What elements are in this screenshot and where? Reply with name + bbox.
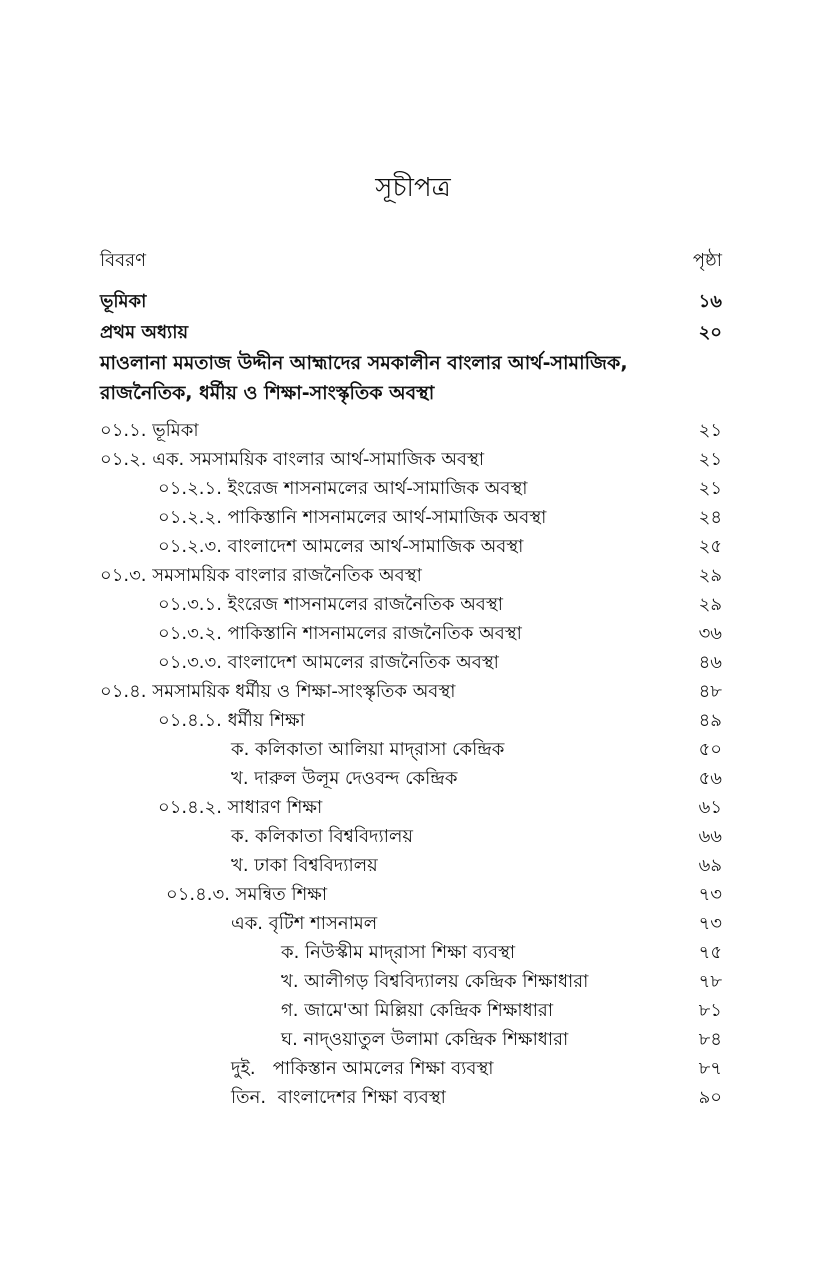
- toc-entry-label: ০১.৪. সমসাময়িক ধর্মীয় ও শিক্ষা-সাংস্কৃতিক অবস্থা: [100, 681, 456, 702]
- toc-entry-label: ০১.৩.১. ইংরেজ শাসনামলের রাজনৈতিক অবস্থা: [158, 594, 503, 615]
- toc-entry: [100, 822, 722, 851]
- toc-entry: [100, 1054, 722, 1083]
- toc-entry-page: ৯০: [698, 1087, 722, 1108]
- toc-entry: [100, 938, 722, 967]
- toc-entry-label: ঘ. নাদ্‌ওয়াতুল উলামা কেন্দ্রিক শিক্ষাধারা: [281, 1029, 569, 1050]
- toc-entry-page: ৭৩: [698, 913, 722, 934]
- toc-entry: [100, 416, 722, 445]
- toc-entry: [100, 1083, 722, 1112]
- toc-entry-page: ৭৮: [698, 971, 722, 992]
- toc-entry: [100, 764, 722, 793]
- toc-entry: [100, 590, 722, 619]
- toc-entry: [100, 706, 722, 735]
- toc-entry: [100, 677, 722, 706]
- toc-entry: [100, 474, 722, 503]
- toc-entry-label: ০১.২.১. ইংরেজ শাসনামলের আর্থ-সামাজিক অবস্থা: [158, 478, 528, 499]
- toc-entry-chapter: [100, 318, 722, 347]
- toc-entry-intro: [100, 287, 722, 316]
- toc-entry-label: ০১.৩.৩. বাংলাদেশ আমলের রাজনৈতিক অবস্থা: [158, 652, 499, 673]
- toc-header-row: [100, 246, 722, 275]
- toc-entry-page: ৫৬: [698, 768, 722, 789]
- toc-entry-label: ক. কলিকাতা আলিয়া মাদ্‌রাসা কেন্দ্রিক: [231, 739, 505, 760]
- toc-entry: [100, 561, 722, 590]
- toc-entry-label: ০১.২.২. পাকিস্তানি শাসনামলের আর্থ-সামাজিক অবস্থা: [158, 507, 547, 528]
- page-title: সূচীপত্র: [375, 173, 451, 203]
- toc-entry-page: ৮৪: [698, 1029, 722, 1050]
- toc-entry-page: ৪৮: [698, 681, 722, 702]
- page-column-header: পৃষ্ঠা: [692, 250, 722, 271]
- toc-entry-label: তিন. বাংলাদেশর শিক্ষা ব্যবস্থা: [231, 1087, 446, 1108]
- toc-entry: [100, 851, 722, 880]
- toc-entry-label: খ. দারুল উলূম দেওবন্দ কেন্দ্রিক: [231, 768, 458, 789]
- toc-entry-label: ০১.১. ভূমিকা: [100, 420, 199, 441]
- toc-entry-label: দুই. পাকিস্তান আমলের শিক্ষা ব্যবস্থা: [231, 1058, 494, 1079]
- toc-entry: [100, 1025, 722, 1054]
- description-column-header: বিবরণ: [100, 250, 146, 271]
- toc-entry-page: ২৫: [698, 536, 722, 557]
- toc-entry-page: ২১: [698, 420, 722, 441]
- toc-entry-label: ০১.২.৩. বাংলাদেশ আমলের আর্থ-সামাজিক অবস্থা: [158, 536, 524, 557]
- toc-entry-label: গ. জামে'আ মিল্লিয়া কেন্দ্রিক শিক্ষাধারা: [281, 1000, 554, 1021]
- chapter-label: প্রথম অধ্যায়: [100, 322, 189, 343]
- chapter-title: [100, 348, 660, 408]
- toc-entry-label: ০১.৪.২. সাধারণ শিক্ষা: [158, 797, 323, 818]
- toc-entry-page: ৮১: [698, 1000, 722, 1021]
- toc-entry: [100, 880, 722, 909]
- toc-entry: [100, 996, 722, 1025]
- toc-entry-label: ভূমিকা: [100, 291, 147, 312]
- toc-entry-page: ৮৭: [698, 1058, 722, 1079]
- toc-entry-label: ০১.৪.৩. সমন্বিত শিক্ষা: [166, 884, 328, 905]
- toc-entry-label: খ. আলীগড় বিশ্ববিদ্যালয় কেন্দ্রিক শিক্ষাধারা: [281, 971, 589, 992]
- toc-entry-page: ৫০: [698, 739, 722, 760]
- toc-entry-label: ০১.২. এক. সমসাময়িক বাংলার আর্থ-সামাজিক অবস্থা: [100, 449, 485, 470]
- toc-entry-label: ক. নিউস্কীম মাদ্‌রাসা শিক্ষা ব্যবস্থা: [281, 942, 516, 963]
- toc-entry-label: খ. ঢাকা বিশ্ববিদ্যালয়: [231, 855, 378, 876]
- toc-entry-label: ০১.৩.২. পাকিস্তানি শাসনামলের রাজনৈতিক অবস্থা: [158, 623, 522, 644]
- toc-entry: [100, 735, 722, 764]
- toc-entry-label: ০১.৩. সমসাময়িক বাংলার রাজনৈতিক অবস্থা: [100, 565, 422, 586]
- toc-entry-page: ৭৫: [698, 942, 722, 963]
- toc-entry-page: ৭৩: [698, 884, 722, 905]
- toc-entry: [100, 648, 722, 677]
- toc-entry-page: ২১: [698, 478, 722, 499]
- toc-entry-page: ৪৯: [698, 710, 722, 731]
- toc-entry-page: ৩৬: [698, 623, 722, 644]
- toc-entry-page: ২৪: [698, 507, 722, 528]
- chapter-title-line-2: রাজনৈতিক, ধর্মীয় ও শিক্ষা-সাংস্কৃতিক অবস্থা: [100, 382, 435, 404]
- chapter-page: ২০: [698, 322, 722, 343]
- toc-entry: [100, 619, 722, 648]
- toc-entry-page: ৬৬: [698, 826, 722, 847]
- toc-entry: [100, 967, 722, 996]
- toc-entry: [100, 793, 722, 822]
- toc-entry: [100, 909, 722, 938]
- toc-entry: [100, 503, 722, 532]
- toc-entry-page: ২৯: [698, 565, 722, 586]
- toc-entry-label: ০১.৪.১. ধর্মীয় শিক্ষা: [158, 710, 305, 731]
- toc-entry-page: ৪৬: [698, 652, 722, 673]
- toc-entry-label: এক. বৃটিশ শাসনামল: [231, 913, 378, 934]
- toc-entry-page: ২৯: [698, 594, 722, 615]
- toc-entry: [100, 532, 722, 561]
- toc-entry: [100, 445, 722, 474]
- toc-entry-page: ১৬: [698, 291, 722, 312]
- toc-entry-page: ২১: [698, 449, 722, 470]
- chapter-title-line-1: মাওলানা মমতাজ উদ্দীন আহ্মাদের সমকালীন বাংলার আর্থ-সামাজিক,: [100, 352, 628, 374]
- toc-entry-page: ৬১: [698, 797, 722, 818]
- toc-entry-page: ৬৯: [698, 855, 722, 876]
- toc-entry-label: ক. কলিকাতা বিশ্ববিদ্যালয়: [231, 826, 413, 847]
